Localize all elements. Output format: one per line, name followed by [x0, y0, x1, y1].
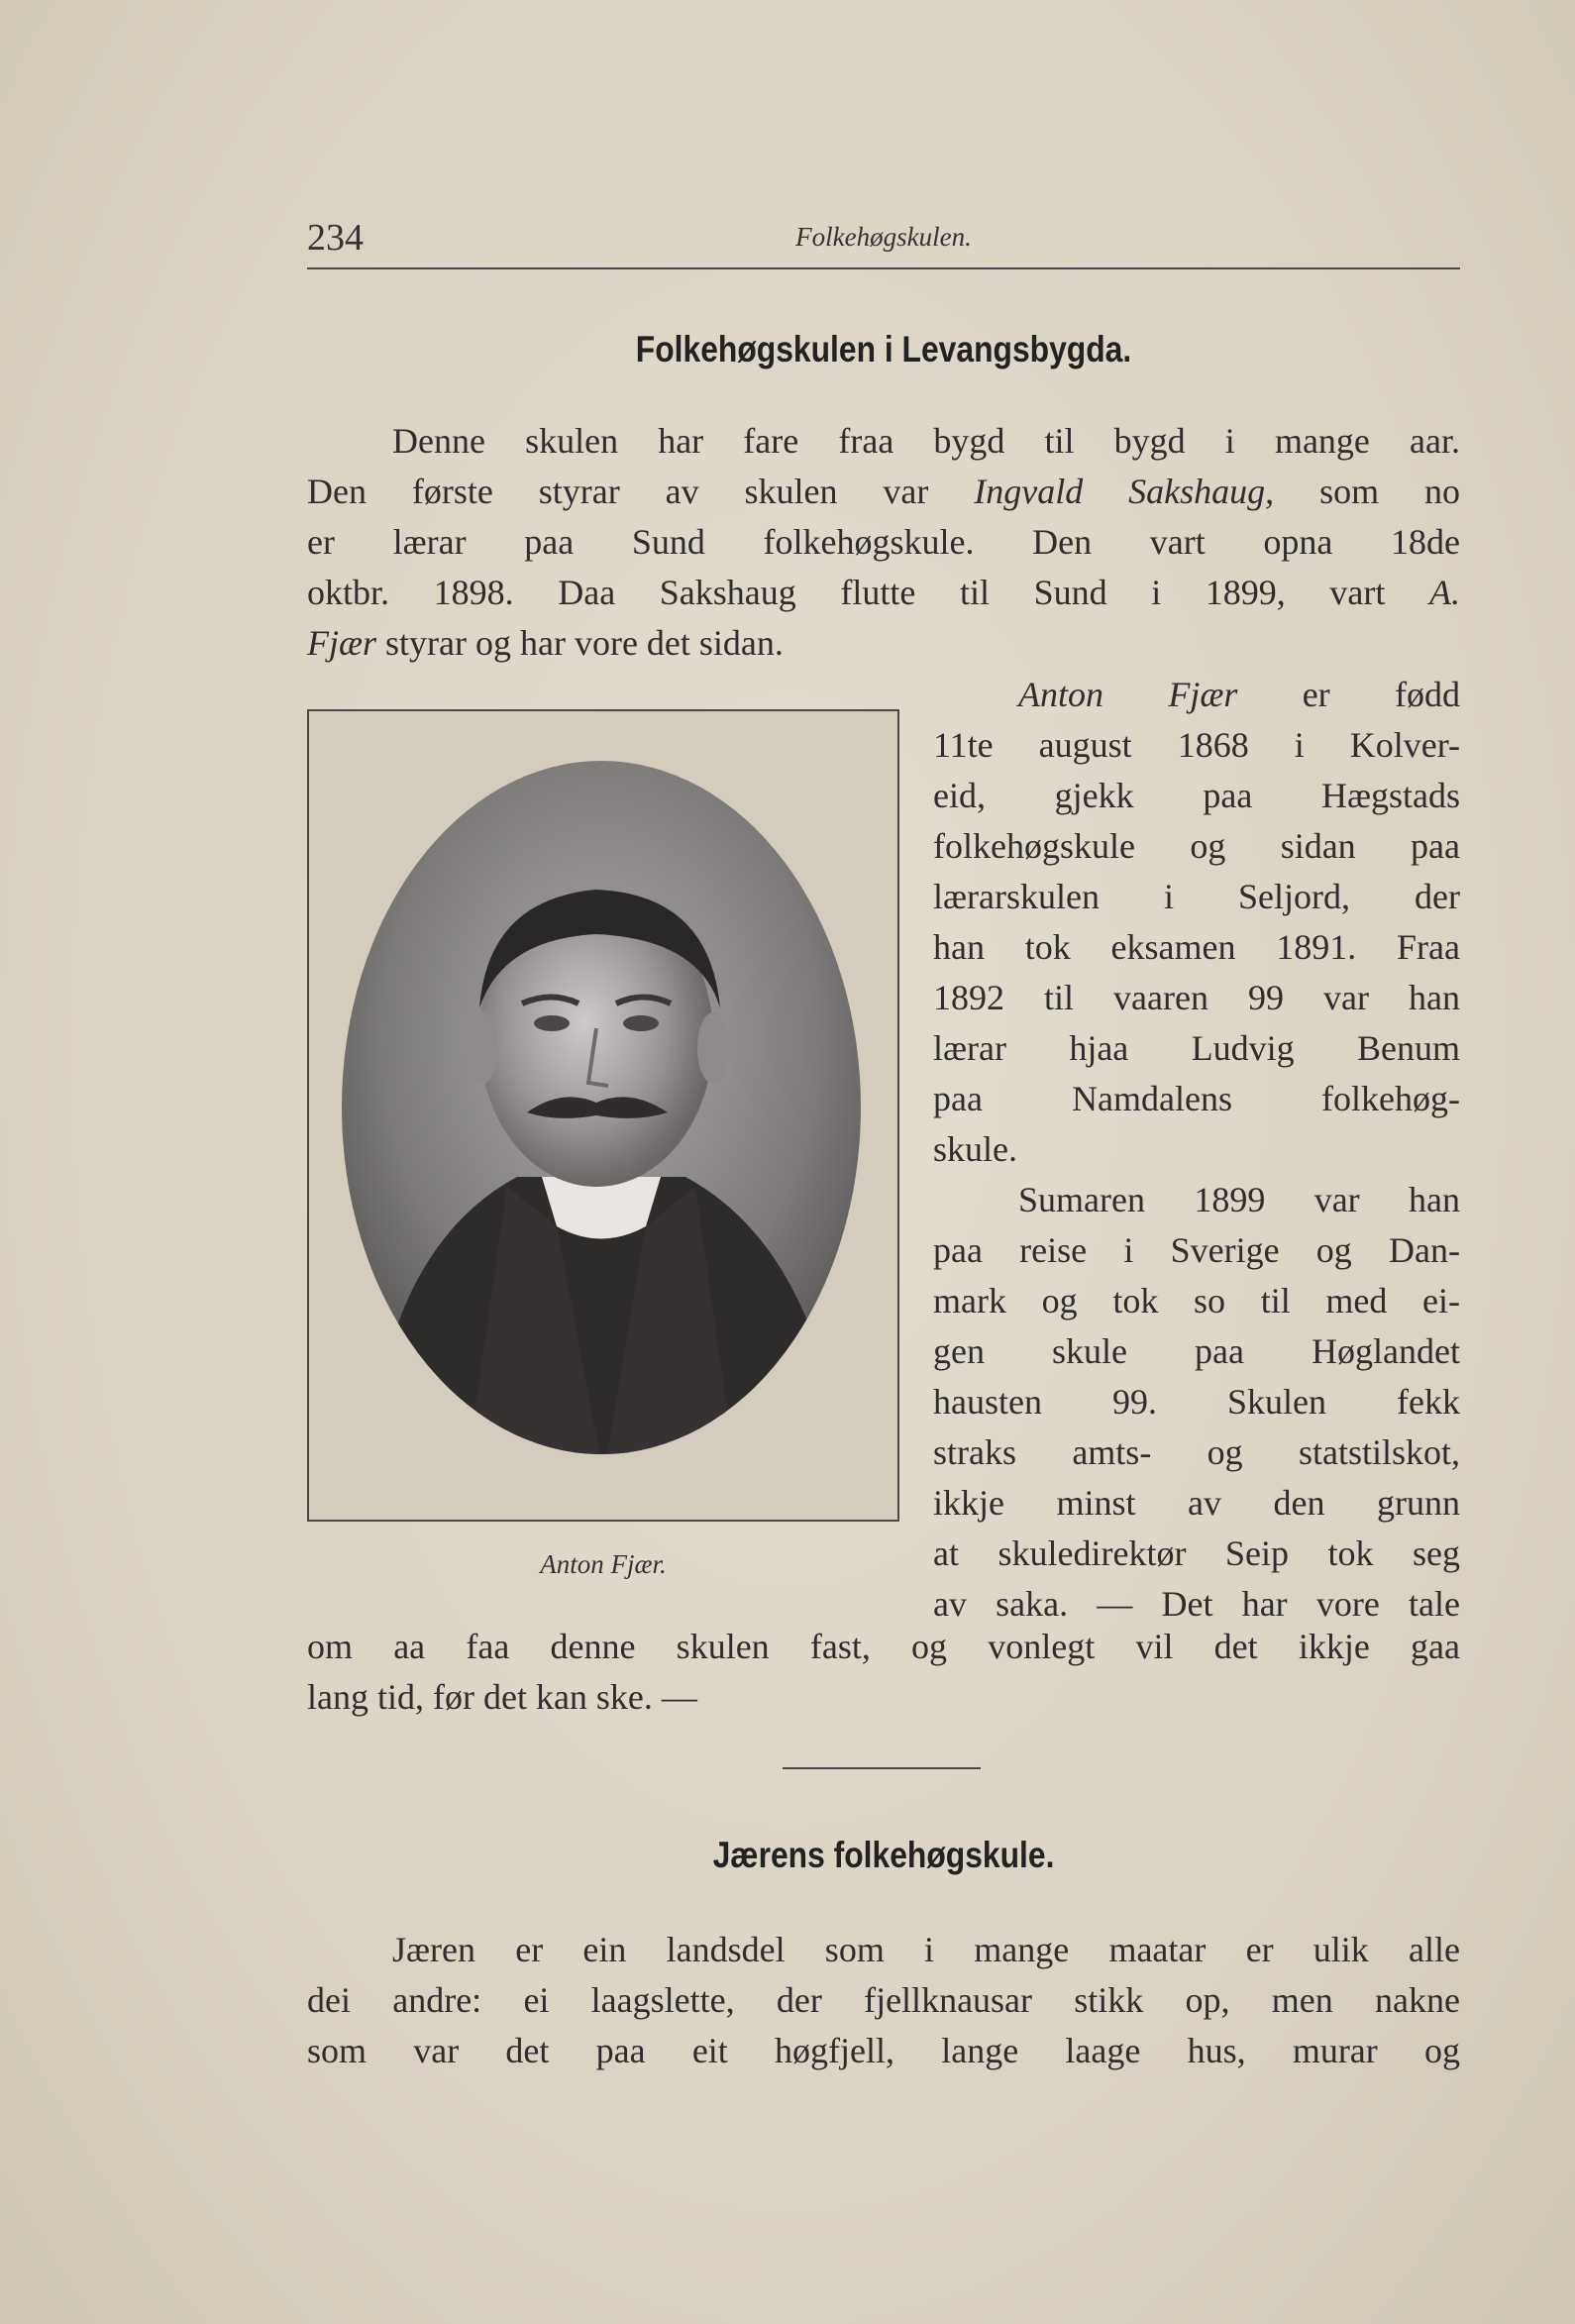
text-line: Anton Fjær er fødd — [1018, 675, 1460, 714]
paragraph-intro — [307, 416, 1460, 669]
text-line: paa reise i Sverige og Dan- — [933, 1230, 1460, 1270]
text-line: han tok eksamen 1891. Fraa — [933, 927, 1460, 967]
section-divider — [783, 1767, 981, 1769]
text-line: Jæren er ein landsdel som i mange maatar er ulik alle — [392, 1930, 1460, 1969]
text-line: Denne skulen har fare fraa bygd til bygd i mange aar. — [392, 421, 1460, 461]
text-line: Fjær styrar og har vore det sidan. — [307, 623, 784, 663]
page-header — [307, 208, 1460, 269]
name-ingvald-sakshaug: Ingvald Sakshaug, — [974, 472, 1275, 511]
text-line: dei andre: ei laagslette, der fjellknausar stikk op, men nakne — [307, 1980, 1460, 2020]
paragraph-closing — [307, 1622, 1460, 1723]
text-line: skule. — [933, 1129, 1017, 1169]
text-line: folkehøgskule og sidan paa — [933, 826, 1460, 866]
text-line: paa Namdalens folkehøg- — [933, 1079, 1460, 1118]
photo-caption: Anton Fjær. — [540, 1549, 667, 1579]
text-line: at skuledirektør Seip tok seg — [933, 1533, 1460, 1573]
text-line: lang tid, før det kan ske. — — [307, 1677, 697, 1717]
portrait-illustration — [309, 711, 897, 1520]
text-line: hausten 99. Skulen fekk — [933, 1382, 1460, 1422]
text-line: mark og tok so til med ei- — [933, 1281, 1460, 1320]
text-line: av saka. — Det har vore tale — [933, 1584, 1460, 1624]
text-line: eid, gjekk paa Hægstads — [933, 776, 1460, 815]
text-line: som var det paa eit høgfjell, lange laage hus, murar og — [307, 2031, 1460, 2070]
paragraph-summer-1899 — [933, 1175, 1460, 1630]
text-line: er lærar paa Sund folkehøgskule. Den vart opna 18de — [307, 522, 1460, 562]
page-number: 234 — [307, 217, 364, 259]
section-title-levangsbygda: Folkehøgskulen i Levangsbygda. — [635, 329, 1132, 370]
text-line: ikkje minst av den grunn — [933, 1483, 1460, 1523]
text-line: Den første styrar av skulen var Ingvald Sakshaug, som no — [307, 472, 1460, 511]
name-anton-fjaer: Anton Fjær — [1018, 675, 1238, 714]
text-line: lærarskulen i Seljord, der — [933, 877, 1460, 916]
text-line: om aa faa denne skulen fast, og vonlegt vil det ikkje gaa — [307, 1627, 1460, 1666]
text-line: gen skule paa Høglandet — [933, 1331, 1460, 1371]
text-line: oktbr. 1898. Daa Sakshaug flutte til Sund i 1899, vart A. — [307, 573, 1460, 612]
text-line: lærar hjaa Ludvig Benum — [933, 1028, 1460, 1068]
portrait-photo — [307, 709, 899, 1522]
running-head: Folkehøgskulen. — [795, 222, 972, 252]
section-title-jaerens: Jærens folkehøgskule. — [712, 1835, 1055, 1875]
paragraph-jaeren — [307, 1925, 1460, 2076]
text-line: Sumaren 1899 var han — [1018, 1180, 1460, 1219]
text-line: 1892 til vaaren 99 var han — [933, 978, 1460, 1017]
text-line: straks amts- og statstilskot, — [933, 1432, 1460, 1472]
paragraph-biography — [933, 670, 1460, 1175]
text-line: 11te august 1868 i Kolver- — [933, 725, 1460, 765]
